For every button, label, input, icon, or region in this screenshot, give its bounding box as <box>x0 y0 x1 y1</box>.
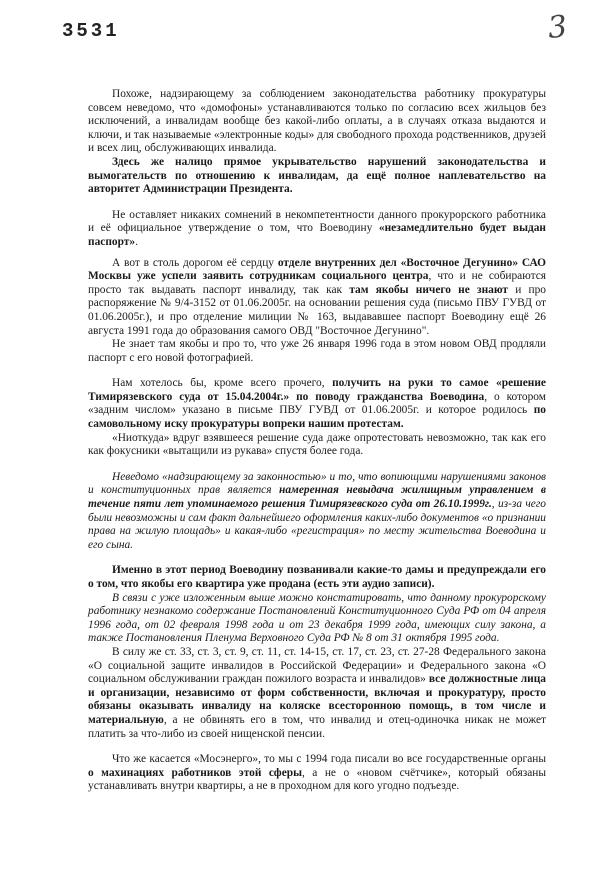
page-number: 3531 <box>62 20 120 42</box>
text-run: А вот в столь дорогом её сердцу <box>112 256 278 269</box>
text-run: Не оставляет никаких сомнений в некомпетентности данного прокурорского работника и её официальное утверждение о том, что Воеводину <box>88 208 546 235</box>
italic-run: В связи с уже изложенным выше можно констатировать, что данному прокурорскому работнику незнакомо содержание Постановлений Конституционного Суда РФ от 04 апреля 1996 года, от 02 февраля 1998 года и от 23 декабря 1999 года, имеющих силу закона, а также Постановления Пленума Верховного Суда РФ № 8 от 31 октября 1995 года. <box>88 591 546 645</box>
paragraph-mosenergo <box>88 753 546 794</box>
text-run: Что же касается «Мосэнерго», то мы с 1994 года писали во все государственные органы <box>112 753 546 766</box>
bold-run: о махинациях работников этой сферы <box>88 766 302 779</box>
paragraph-passport-renewal <box>88 338 546 365</box>
bold-run: «незамедлительно будет выдан паспорт» <box>88 222 546 248</box>
bold-run: отделе внутренних дел «Восточное Дегунино» САО Москвы уже успели заявить сотрудникам социального центра <box>88 256 546 283</box>
paragraph-violations <box>88 471 546 553</box>
bold-run: все должностные лица и организации, независимо от форм собственности, включая и прокуратуру, просто обязаны оказывать инвалиду на коляске всесторонною помощь, в том числе и материальную <box>88 673 547 726</box>
text-run: , о котором «задним числом» указано в письме ПВУ ГУВД от 01.06.2005г. и которое родилось <box>88 390 546 417</box>
text-run: и про распоряжение № 9/4-3152 от 01.06.2005г. на основании решения суда (письмо ПВУ ГУВД от 01.06.2005г.), и про отделение милиции № 163, выдававшее паспорт Воеводину ещё 26 августа 1991 года до образования самого ОВД "Восточное Дегунино". <box>88 283 547 337</box>
paragraph-constitutional-court <box>88 592 546 646</box>
text-run: Похоже, надзирающему за соблюдением законодательства работнику прокуратуры совсем неведомо, что «домофоны» устанавливаются только по согласию всех жильцов без исключений, а инвалидам вообще без какой-либо оплаты, а в случаях отказа выдаются и ключи, и так называемые «электронные коды» для свободного прохода родственников, друзей и всех лиц, обслуживающих инвалида. <box>88 88 546 155</box>
text-run: , а не о «новом счётчике», который обязаны устанавливать внутри квартиры, а не в проходном для кого угодно подъезде. <box>88 766 546 793</box>
text-run: В силу же ст. 33, ст. 3, ст. 9, ст. 11, ст. 14-15, ст. 17, ст. 23, ст. 27-28 Федерального закона «О социальной защите инвалидов в Российской Федерации» и Федерального закона «О социальном обслуживании граждан пожилого возраста и инвалидов» <box>88 645 546 686</box>
bold-italic-run: намеренная невыдача жилищным управлением в течение пяти лет упоминаемого решения Тимирязевского суда от 26.10.1999г. <box>88 484 546 511</box>
paragraph-incompetence <box>88 209 546 250</box>
text-run: Нам хотелось бы, кроме всего прочего, <box>112 377 333 390</box>
paragraph-concealment <box>88 156 546 197</box>
text-run: , а не обвинять его в том, что инвалид и отец-одиночка никак не может платить за что-либо из своей нищенской пенсии. <box>88 713 546 740</box>
bold-run: Здесь же налицо прямое укрывательство нарушений законодательства и вымогательств по отношению к инвалидам, да ещё полное наплевательство на авторитет Администрации Президента. <box>88 155 546 196</box>
document-body <box>88 88 546 794</box>
paragraph-court-decision <box>88 377 546 431</box>
paragraph-ovd <box>88 257 546 339</box>
bold-run: по самовольному иску прокуратуры вопреки нашим протестам. <box>88 404 546 431</box>
paragraph-federal-law <box>88 646 546 741</box>
text-run: . <box>135 235 138 248</box>
text-run: «Ниоткуда» вдруг взявшееся решение суда даже опротестовать невозможно, так как его как фокусники «вытащили из рукава» спустя более года. <box>88 431 546 458</box>
handwritten-page-mark: 3 <box>546 9 569 46</box>
paragraph-out-of-nowhere <box>88 432 546 459</box>
paragraph-phone-calls <box>88 564 546 591</box>
text-run: Не знает там якобы и про то, что уже 26 января 1996 года в этом новом ОВД продляли паспорт с его новой фотографией. <box>88 338 546 364</box>
bold-run: Именно в этот период Воеводину позванивали какие-то дамы и предупреждали его о том, что якобы его квартира уже продана (есть эти аудио записи). <box>88 564 546 590</box>
paragraph-intercom <box>88 88 546 156</box>
bold-run: там якобы ничего не знают <box>349 283 508 296</box>
text-run: , что и не собираются просто так выдавать паспорт инвалиду, так как <box>88 270 546 296</box>
bold-run: получить на руки то самое «решение Тимирязевского суда от 15.04.2004г.» по поводу гражданства Воеводина <box>88 377 546 403</box>
italic-run: Неведомо «надзирающему за законностью» и то, что вопиющими нарушениями законов и конституционных прав является <box>88 470 546 497</box>
italic-run: , из-за чего были невозможны и сам факт дальнейшего оформления каких-либо документов «о признании права на жилую площадь» и какая-либо «регистрация» по месту жительства Воеводина и его сына. <box>88 498 546 551</box>
